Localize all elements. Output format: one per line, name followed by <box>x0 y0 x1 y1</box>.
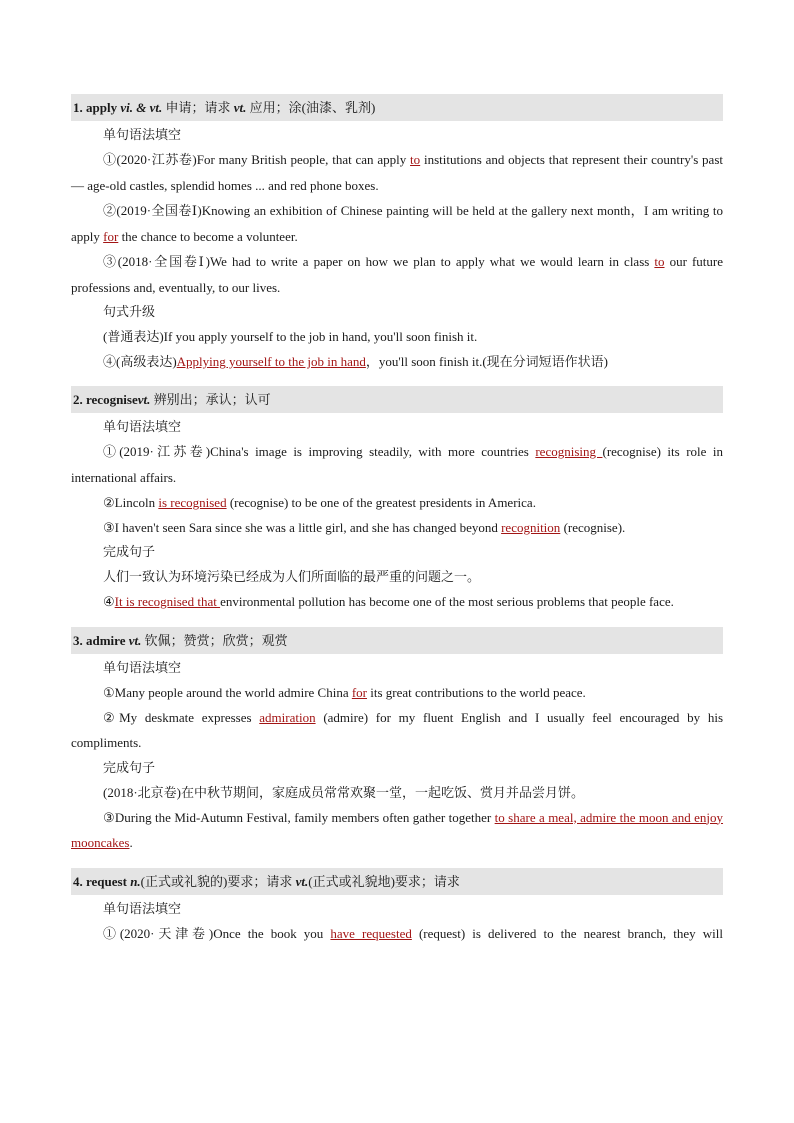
subheading: 单句语法填空 <box>103 900 182 916</box>
subheading: 句式升级 <box>103 304 156 319</box>
definition: (正式或礼貌的)要求；请求 <box>140 873 293 889</box>
exercise-item: ②Lincoln is recognised (recognise) to be one of the greatest presidents in America. <box>103 495 536 510</box>
headword: apply <box>86 100 118 115</box>
document-content <box>71 94 723 946</box>
headword: request <box>86 873 127 889</box>
part-of-speech: vt. <box>233 100 247 115</box>
definition: 辨别出；承认；认可 <box>153 392 271 407</box>
section-number: 1. <box>73 100 83 115</box>
subheading: 单句语法填空 <box>103 127 182 142</box>
exercise-item: ②(2019·全国卷Ⅰ)Knowing an exhibition of Chinese painting will be held at the gallery next month，I am writing to apply for the chance to become a volunteer. <box>71 203 723 244</box>
section-header <box>71 94 723 121</box>
headword: admire <box>86 632 126 648</box>
exercise-item: ②My deskmate expresses admiration (admire) for my fluent English and I usually feel encouraged by his compliments. <box>71 709 724 750</box>
answer-text: recognition <box>501 520 561 535</box>
section-number: 3. <box>73 632 83 648</box>
part-of-speech: vi. & vt. <box>120 100 163 115</box>
section-request <box>71 868 723 947</box>
exercise-item: ④It is recognised that environmental pollution has become one of the most serious problems that people face. <box>103 594 674 609</box>
answer-text: for <box>103 228 119 244</box>
section-number: 2. <box>73 392 83 407</box>
exercise-item: ①(2020·天津卷)Once the book you have requested (request) is delivered to the nearest branch, they will <box>103 925 723 941</box>
subheading: 完成句子 <box>103 759 156 775</box>
definition: 钦佩；赞赏；欣赏；观赏 <box>144 632 288 648</box>
exercise-item: ③During the Mid-Autumn Festival, family members often gather together to share a meal, admire the moon and enjoy mooncakes. <box>71 809 724 850</box>
answer-text: is recognised <box>158 495 227 510</box>
part-of-speech: vt. <box>137 392 151 407</box>
answer-text: recognising <box>535 444 603 459</box>
definition: (正式或礼貌地)要求；请求 <box>308 873 460 889</box>
definition: 申请；请求 <box>165 100 231 115</box>
section-recognise <box>71 386 723 615</box>
answer-text: Applying yourself to the job in hand <box>176 354 366 369</box>
exercise-item: ③(2018·全国卷Ⅰ)We had to write a paper on how we plan to apply what we would learn in class to our future professions and, eventually, to our lives. <box>71 254 723 295</box>
answer-text: admiration <box>259 709 316 725</box>
answer-text: It is recognised that <box>114 594 221 609</box>
answer-text: to share a meal, admire the moon and enjoy mooncakes <box>71 809 724 850</box>
chinese-prompt: 人们一致认为环境污染已经成为人们所面临的最严重的问题之一。 <box>103 569 481 584</box>
section-header <box>71 868 723 895</box>
exercise-item: ①(2019·江苏卷)China's image is improving steadily, with more countries recognising (recognise) its role in international affairs. <box>71 444 723 485</box>
answer-text: to <box>654 254 665 269</box>
section-header <box>71 386 723 413</box>
answer-text: have requested <box>330 925 412 941</box>
answer-text: to <box>410 152 421 167</box>
part-of-speech: n. <box>130 873 141 889</box>
section-header <box>71 627 723 654</box>
part-of-speech: vt. <box>128 632 142 648</box>
section-number: 4. <box>73 873 83 889</box>
part-of-speech: vt. <box>295 873 309 889</box>
subheading: 单句语法填空 <box>103 659 182 675</box>
subheading: 单句语法填空 <box>103 419 182 434</box>
section-admire <box>71 627 723 856</box>
definition: 应用；涂(油漆、乳剂) <box>249 100 376 115</box>
exercise-item: ④(高级表达)Applying yourself to the job in hand，you'll soon finish it.(现在分词短语作状语) <box>103 354 608 369</box>
subheading: 完成句子 <box>103 544 156 559</box>
exercise-item: ③I haven't seen Sara since she was a little girl, and she has changed beyond recognition (recognise). <box>103 520 626 535</box>
exercise-item: ①Many people around the world admire China for its great contributions to the world peace. <box>103 684 586 700</box>
chinese-prompt: (2018·北京卷)在中秋节期间，家庭成员常常欢聚一堂，一起吃饭、赏月并品尝月饼。 <box>103 784 584 800</box>
plain-expression: (普通表达)If you apply yourself to the job in hand, you'll soon finish it. <box>103 329 478 344</box>
headword: recognise <box>86 392 138 407</box>
section-apply <box>71 94 723 374</box>
exercise-item: ①(2020·江苏卷)For many British people, that can apply to institutions and objects that represent their country's past — age-old castles, splendid homes ... and red phone boxes. <box>71 152 723 193</box>
answer-text: for <box>351 684 368 700</box>
